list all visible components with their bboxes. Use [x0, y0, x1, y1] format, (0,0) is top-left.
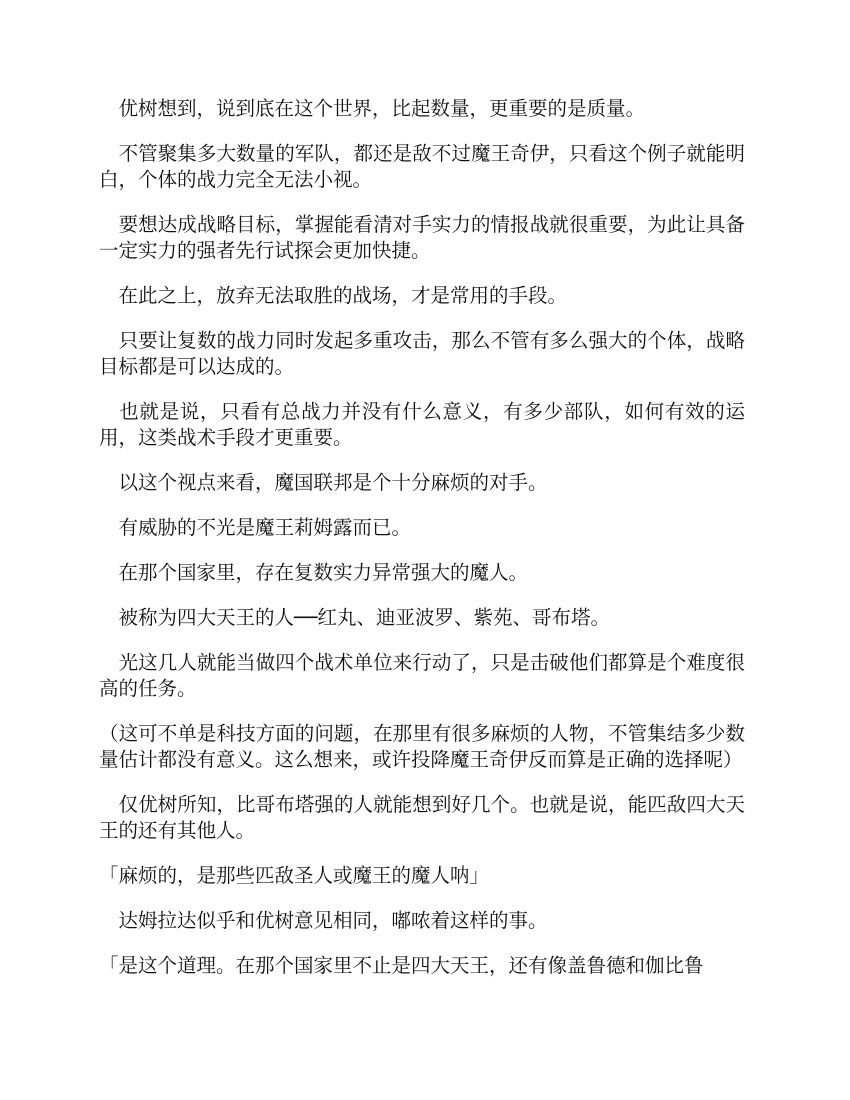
paragraph: 以这个视点来看，魔国联邦是个十分麻烦的对手。 [99, 471, 548, 494]
paragraph: 要想达成战略目标，掌握能看清对手实力的情报战就很重要，为此让具备一定实力的强者先行试探会更加快捷。 [99, 213, 745, 262]
document-body [99, 96, 745, 998]
paragraph: 光这几人就能当做四个战术单位来行动了，只是击破他们都算是个难度很高的任务。 [99, 651, 745, 700]
paragraph: 也就是说，只看有总战力并没有什么意义，有多少部队，如何有效的运用，这类战术手段才更重要。 [99, 400, 745, 449]
paragraph: 有威胁的不光是魔王莉姆露而已。 [99, 516, 412, 539]
paragraph: 「是这个道理。在那个国家里不止是四大天王，还有像盖鲁德和伽比鲁 [99, 954, 704, 977]
paragraph: 被称为四大天王的人──红丸、迪亚波罗、紫苑、哥布塔。 [99, 606, 610, 629]
paragraph: 「麻烦的，是那些匹敌圣人或魔王的魔人呐」 [99, 864, 490, 887]
paragraph: 在此之上，放弃无法取胜的战场，才是常用的手段。 [99, 284, 568, 307]
paragraph: （这可不单是科技方面的问题，在那里有很多麻烦的人物，不管集结多少数量估计都没有意义。这么想来，或许投降魔王奇伊反而算是正确的选择呢） [99, 722, 745, 771]
paragraph: 达姆拉达似乎和优树意见相同，嘟哝着这样的事。 [99, 909, 548, 932]
paragraph: 只要让复数的战力同时发起多重攻击，那么不管有多么强大的个体，战略目标都是可以达成的。 [99, 329, 745, 378]
paragraph: 优树想到，说到底在这个世界，比起数量，更重要的是质量。 [99, 97, 646, 120]
paragraph: 仅优树所知，比哥布塔强的人就能想到好几个。也就是说，能匹敌四大天王的还有其他人。 [99, 793, 745, 842]
paragraph: 在那个国家里，存在复数实力异常强大的魔人。 [99, 561, 529, 584]
paragraph: 不管聚集多大数量的军队，都还是敌不过魔王奇伊，只看这个例子就能明白，个体的战力完全无法小视。 [99, 142, 745, 191]
